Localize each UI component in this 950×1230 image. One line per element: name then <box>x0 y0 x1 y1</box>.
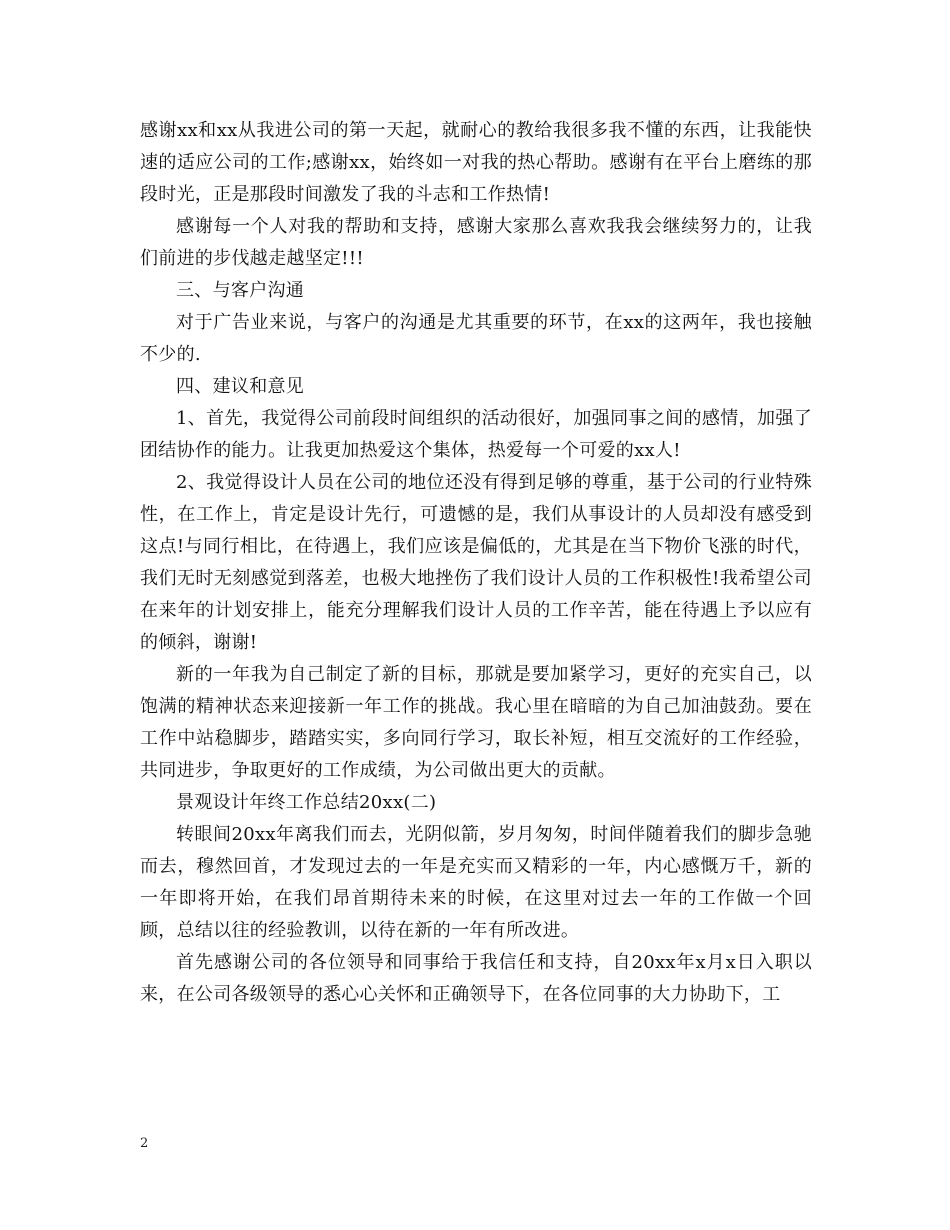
section-heading-4: 四、建议和意见 <box>176 376 305 397</box>
section-heading-3: 三、与客户沟通 <box>176 280 305 301</box>
section-title-2: 景观设计年终工作总结20xx(二) <box>176 792 437 813</box>
paragraph-8: 新的一年我为自己制定了新的目标，那就是要加紧学习，更好的充实自己，以饱满的精神状态来迎接新一年工作的挑战。我心里在暗暗的为自己加油鼓劲。要在工作中站稳脚步，踏踏实实，多向同行学习，取长补短，相互交流好的工作经验，共同进步，争取更好的工作成绩，为公司做出更大的贡献。 <box>140 664 812 781</box>
document-body <box>140 115 812 1011</box>
paragraph-10: 转眼间20xx年离我们而去，光阴似箭，岁月匆匆，时间伴随着我们的脚步急驰而去，穆然回首，才发现过去的一年是充实而又精彩的一年，内心感慨万千，新的一年即将开始，在我们昂首期待未来的时候，在这里对过去一年的工作做一个回顾，总结以往的经验教训，以待在新的一年有所改进。 <box>140 824 812 941</box>
paragraph-7: 2、我觉得设计人员在公司的地位还没有得到足够的尊重，基于公司的行业特殊性，在工作上，肯定是设计先行，可遗憾的是，我们从事设计的人员却没有感受到这点!与同行相比，在待遇上，我们应该是偏低的，尤其是在当下物价飞涨的时代，我们无时无刻感觉到落差，也极大地挫伤了我们设计人员的工作积极性!我希望公司在来年的计划安排上，能充分理解我们设计人员的工作辛苦，能在待遇上予以应有的倾斜，谢谢! <box>140 472 812 653</box>
paragraph-2: 感谢每一个人对我的帮助和支持，感谢大家那么喜欢我我会继续努力的，让我们前进的步伐越走越坚定!!! <box>140 216 812 269</box>
paragraph-11: 首先感谢公司的各位领导和同事给于我信任和支持，自20xx年x月x日入职以来，在公司各级领导的悉心心关怀和正确领导下，在各位同事的大力协助下，工 <box>140 952 812 1005</box>
paragraph-1: 感谢xx和xx从我进公司的第一天起，就耐心的教给我很多我不懂的东西，让我能快速的适应公司的工作;感谢xx，始终如一对我的热心帮助。感谢有在平台上磨练的那段时光，正是那段时间激发了我的斗志和工作热情! <box>140 120 812 205</box>
page-number: 2 <box>140 1136 149 1151</box>
paragraph-6: 1、首先，我觉得公司前段时间组织的活动很好，加强同事之间的感情，加强了团结协作的能力。让我更加热爱这个集体，热爱每一个可爱的xx人! <box>140 408 812 461</box>
paragraph-4: 对于广告业来说，与客户的沟通是尤其重要的环节，在xx的这两年，我也接触不少的. <box>140 312 812 365</box>
